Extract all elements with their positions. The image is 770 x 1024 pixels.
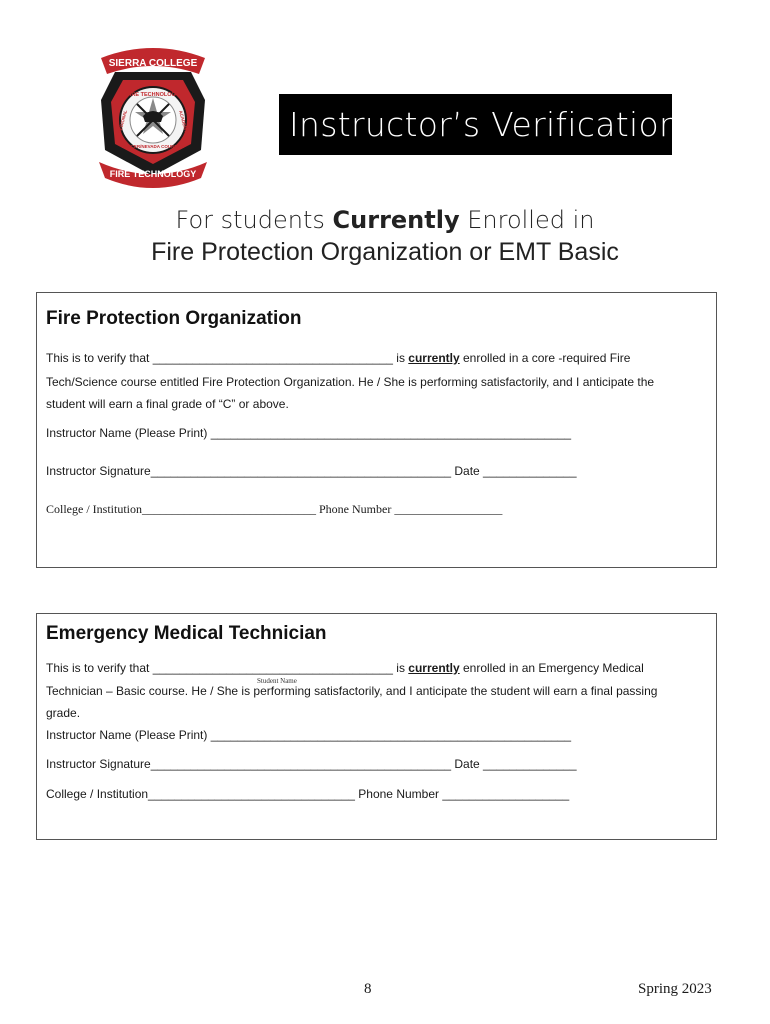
emt-line1-bold: currently [408, 661, 460, 675]
student-name-caption: Student Name [257, 677, 297, 685]
logo-bottom-text: FIRE TECHNOLOGY [109, 169, 197, 179]
emt-heading: Emergency Medical Technician [46, 623, 327, 644]
logo-ring-right: ACADEMY [178, 109, 189, 134]
logo-ring-top: FIRE TECHNOLOGY [126, 92, 180, 98]
logo-ring-bottom: PLACER/NEVADA COUNTIES [121, 144, 185, 149]
emt-line-2: Technician – Basic course. He / She is performing satisfactorily, and I anticipate the student will earn a final passing [46, 684, 658, 698]
fpo-line-3: student will earn a final grade of “C” or above. [46, 397, 289, 411]
fpo-college-field[interactable]: College / Institution_____________________________ Phone Number __________________ [46, 502, 503, 516]
footer-date: Spring 2023 [638, 981, 712, 997]
emt-college-field[interactable]: College / Institution_______________________________ Phone Number ___________________ [46, 787, 570, 801]
sierra-college-fire-technology-logo [93, 40, 213, 190]
logo-top-text: SIERRA COLLEGE [108, 58, 198, 69]
fpo-instructor-signature-field[interactable]: Instructor Signature_____________________________________________ Date ______________ [46, 464, 577, 478]
emt-line1-prefix: This is to verify that ____________________________________ is [46, 661, 409, 675]
page-number: 8 [364, 981, 372, 997]
emt-verify-line [46, 661, 644, 675]
emt-line1-suffix: enrolled in an Emergency Medical [459, 661, 644, 675]
subtitle-suffix: Enrolled in [459, 206, 595, 234]
fpo-verify-line [46, 351, 630, 365]
fpo-line1-prefix: This is to verify that ____________________________________ is [46, 351, 409, 365]
logo-ring-left: REGIONAL [117, 109, 129, 134]
subtitle-prefix: For students [175, 206, 333, 234]
subtitle-line-2: Fire Protection Organization or EMT Basic [151, 238, 619, 266]
subtitle-bold: Currently [332, 206, 460, 234]
emt-line-3: grade. [46, 706, 81, 720]
emergency-medical-technician-section [36, 613, 717, 840]
emt-instructor-name-field[interactable]: Instructor Name (Please Print) ______________________________________________________ [46, 728, 572, 742]
fpo-line1-suffix: enrolled in a core -required Fire [459, 351, 631, 365]
fire-protection-organization-section [36, 292, 717, 568]
page-title: Instructor’s Verification [279, 94, 672, 155]
fpo-line1-bold: currently [408, 351, 460, 365]
fpo-instructor-name-field[interactable]: Instructor Name (Please Print) ______________________________________________________ [46, 426, 572, 440]
fpo-line-2: Tech/Science course entitled Fire Protection Organization. He / She is performing satisfactorily, and I anticipate the [46, 375, 655, 389]
subtitle-line-1 [0, 206, 770, 234]
emt-instructor-signature-field[interactable]: Instructor Signature_____________________________________________ Date ______________ [46, 757, 577, 771]
fpo-heading: Fire Protection Organization [46, 308, 302, 329]
